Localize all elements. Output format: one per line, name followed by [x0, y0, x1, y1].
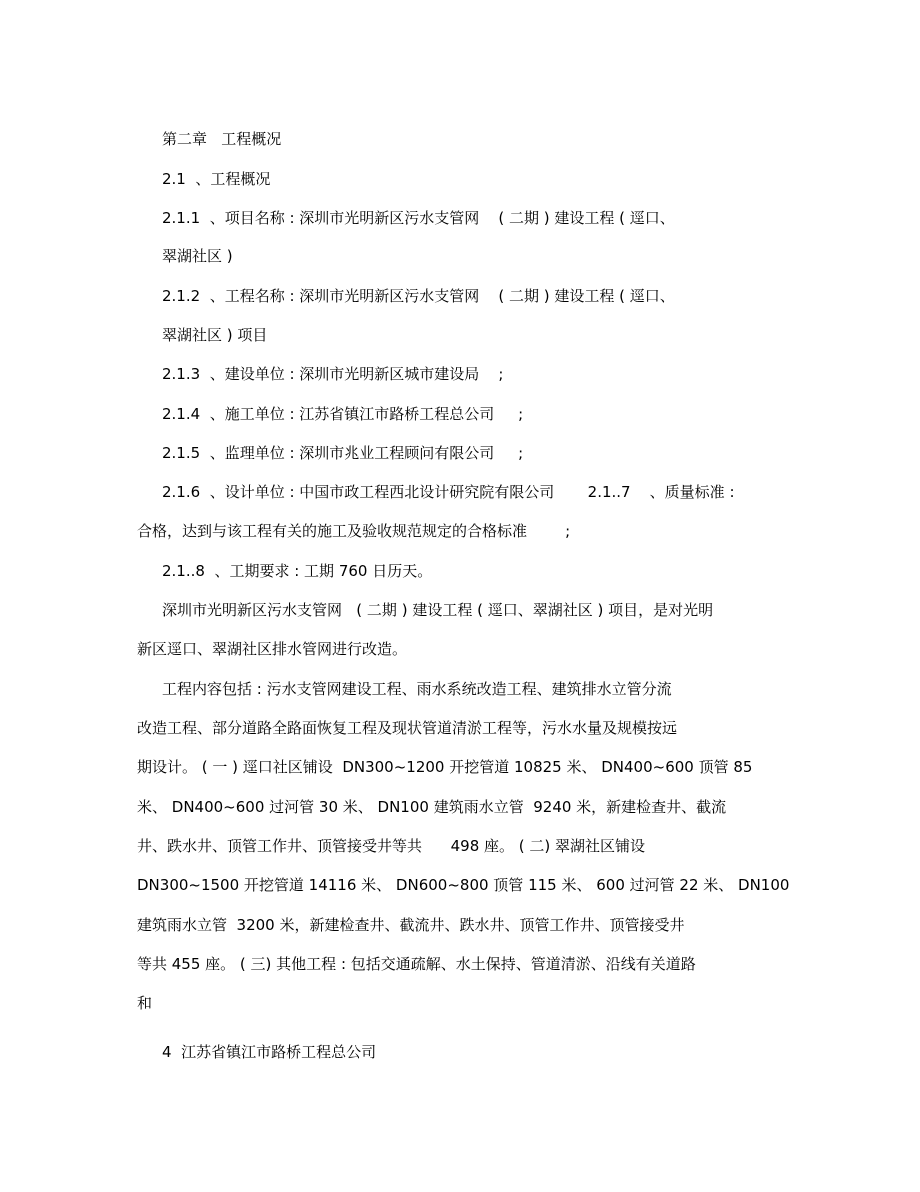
- item-construction-unit: 2.1.3 、建设单位 : 深圳市光明新区城市建设局 ;: [162, 365, 504, 383]
- item-design-unit: 2.1.6 、设计单位 : 中国市政工程西北设计研究院有限公司 2.1..7 、质量标准 :: [162, 483, 735, 501]
- item-project-name: 2.1.1 、项目名称 : 深圳市光明新区污水支管网 ( 二期 ) 建设工程 ( 逕口、: [162, 209, 675, 227]
- item-engineering-name: 2.1.2 、工程名称 : 深圳市光明新区污水支管网 ( 二期 ) 建设工程 ( 逕口、: [162, 287, 675, 305]
- paragraph-content-line-9: 和: [137, 994, 153, 1012]
- item-schedule: 2.1..8 、工期要求 : 工期 760 日历天。: [162, 562, 433, 580]
- item-quality-standard-cont: 合格，达到与该工程有关的施工及验收规范规定的合格标准 ;: [137, 522, 571, 540]
- paragraph-content-line-1: 工程内容包括 : 污水支管网建设工程、雨水系统改造工程、建筑排水立管分流: [162, 680, 672, 698]
- section-heading: 2.1 、工程概况: [162, 170, 271, 188]
- item-engineering-name-cont: 翠湖社区 ) 项目: [162, 326, 268, 344]
- item-project-name-cont: 翠湖社区 ): [162, 247, 233, 265]
- chapter-heading: 第二章 工程概况: [162, 130, 282, 148]
- paragraph-content-line-3: 期设计。 ( 一 ) 逕口社区铺设 DN300~1200 开挖管道 10825 米、 DN400~600 顶管 85: [137, 758, 753, 776]
- paragraph-content-line-4: 米、 DN400~600 过河管 30 米、 DN100 建筑雨水立管 9240 米，新建检查井、截流: [137, 798, 727, 816]
- paragraph-content-line-6: DN300~1500 开挖管道 14116 米、 DN600~800 顶管 115 米、 600 过河管 22 米、 DN100: [137, 876, 790, 894]
- paragraph-content-line-5: 井、跌水井、顶管工作井、顶管接受井等共 498 座。 ( 二) 翠湖社区铺设: [137, 837, 646, 855]
- item-builder-unit: 2.1.4 、施工单位 : 江苏省镇江市路桥工程总公司 ;: [162, 405, 524, 423]
- item-supervision-unit: 2.1.5 、监理单位 : 深圳市兆业工程顾问有限公司 ;: [162, 444, 524, 462]
- paragraph-content-line-8: 等共 455 座。 ( 三) 其他工程 : 包括交通疏解、水土保持、管道清淤、沿线有关道路: [137, 955, 696, 973]
- paragraph-content-line-7: 建筑雨水立管 3200 米，新建检查井、截流井、跌水井、顶管工作井、顶管接受井: [137, 916, 685, 934]
- paragraph-content-line-2: 改造工程、部分道路全路面恢复工程及现状管道清淤工程等，污水水量及规模按远: [137, 719, 678, 737]
- paragraph-intro-line-2: 新区逕口、翠湖社区排水管网进行改造。: [137, 640, 408, 658]
- paragraph-intro-line-1: 深圳市光明新区污水支管网 ( 二期 ) 建设工程 ( 逕口、翠湖社区 ) 项目，是对光明: [162, 601, 714, 619]
- page-footer: 4 江苏省镇江市路桥工程总公司: [162, 1043, 377, 1061]
